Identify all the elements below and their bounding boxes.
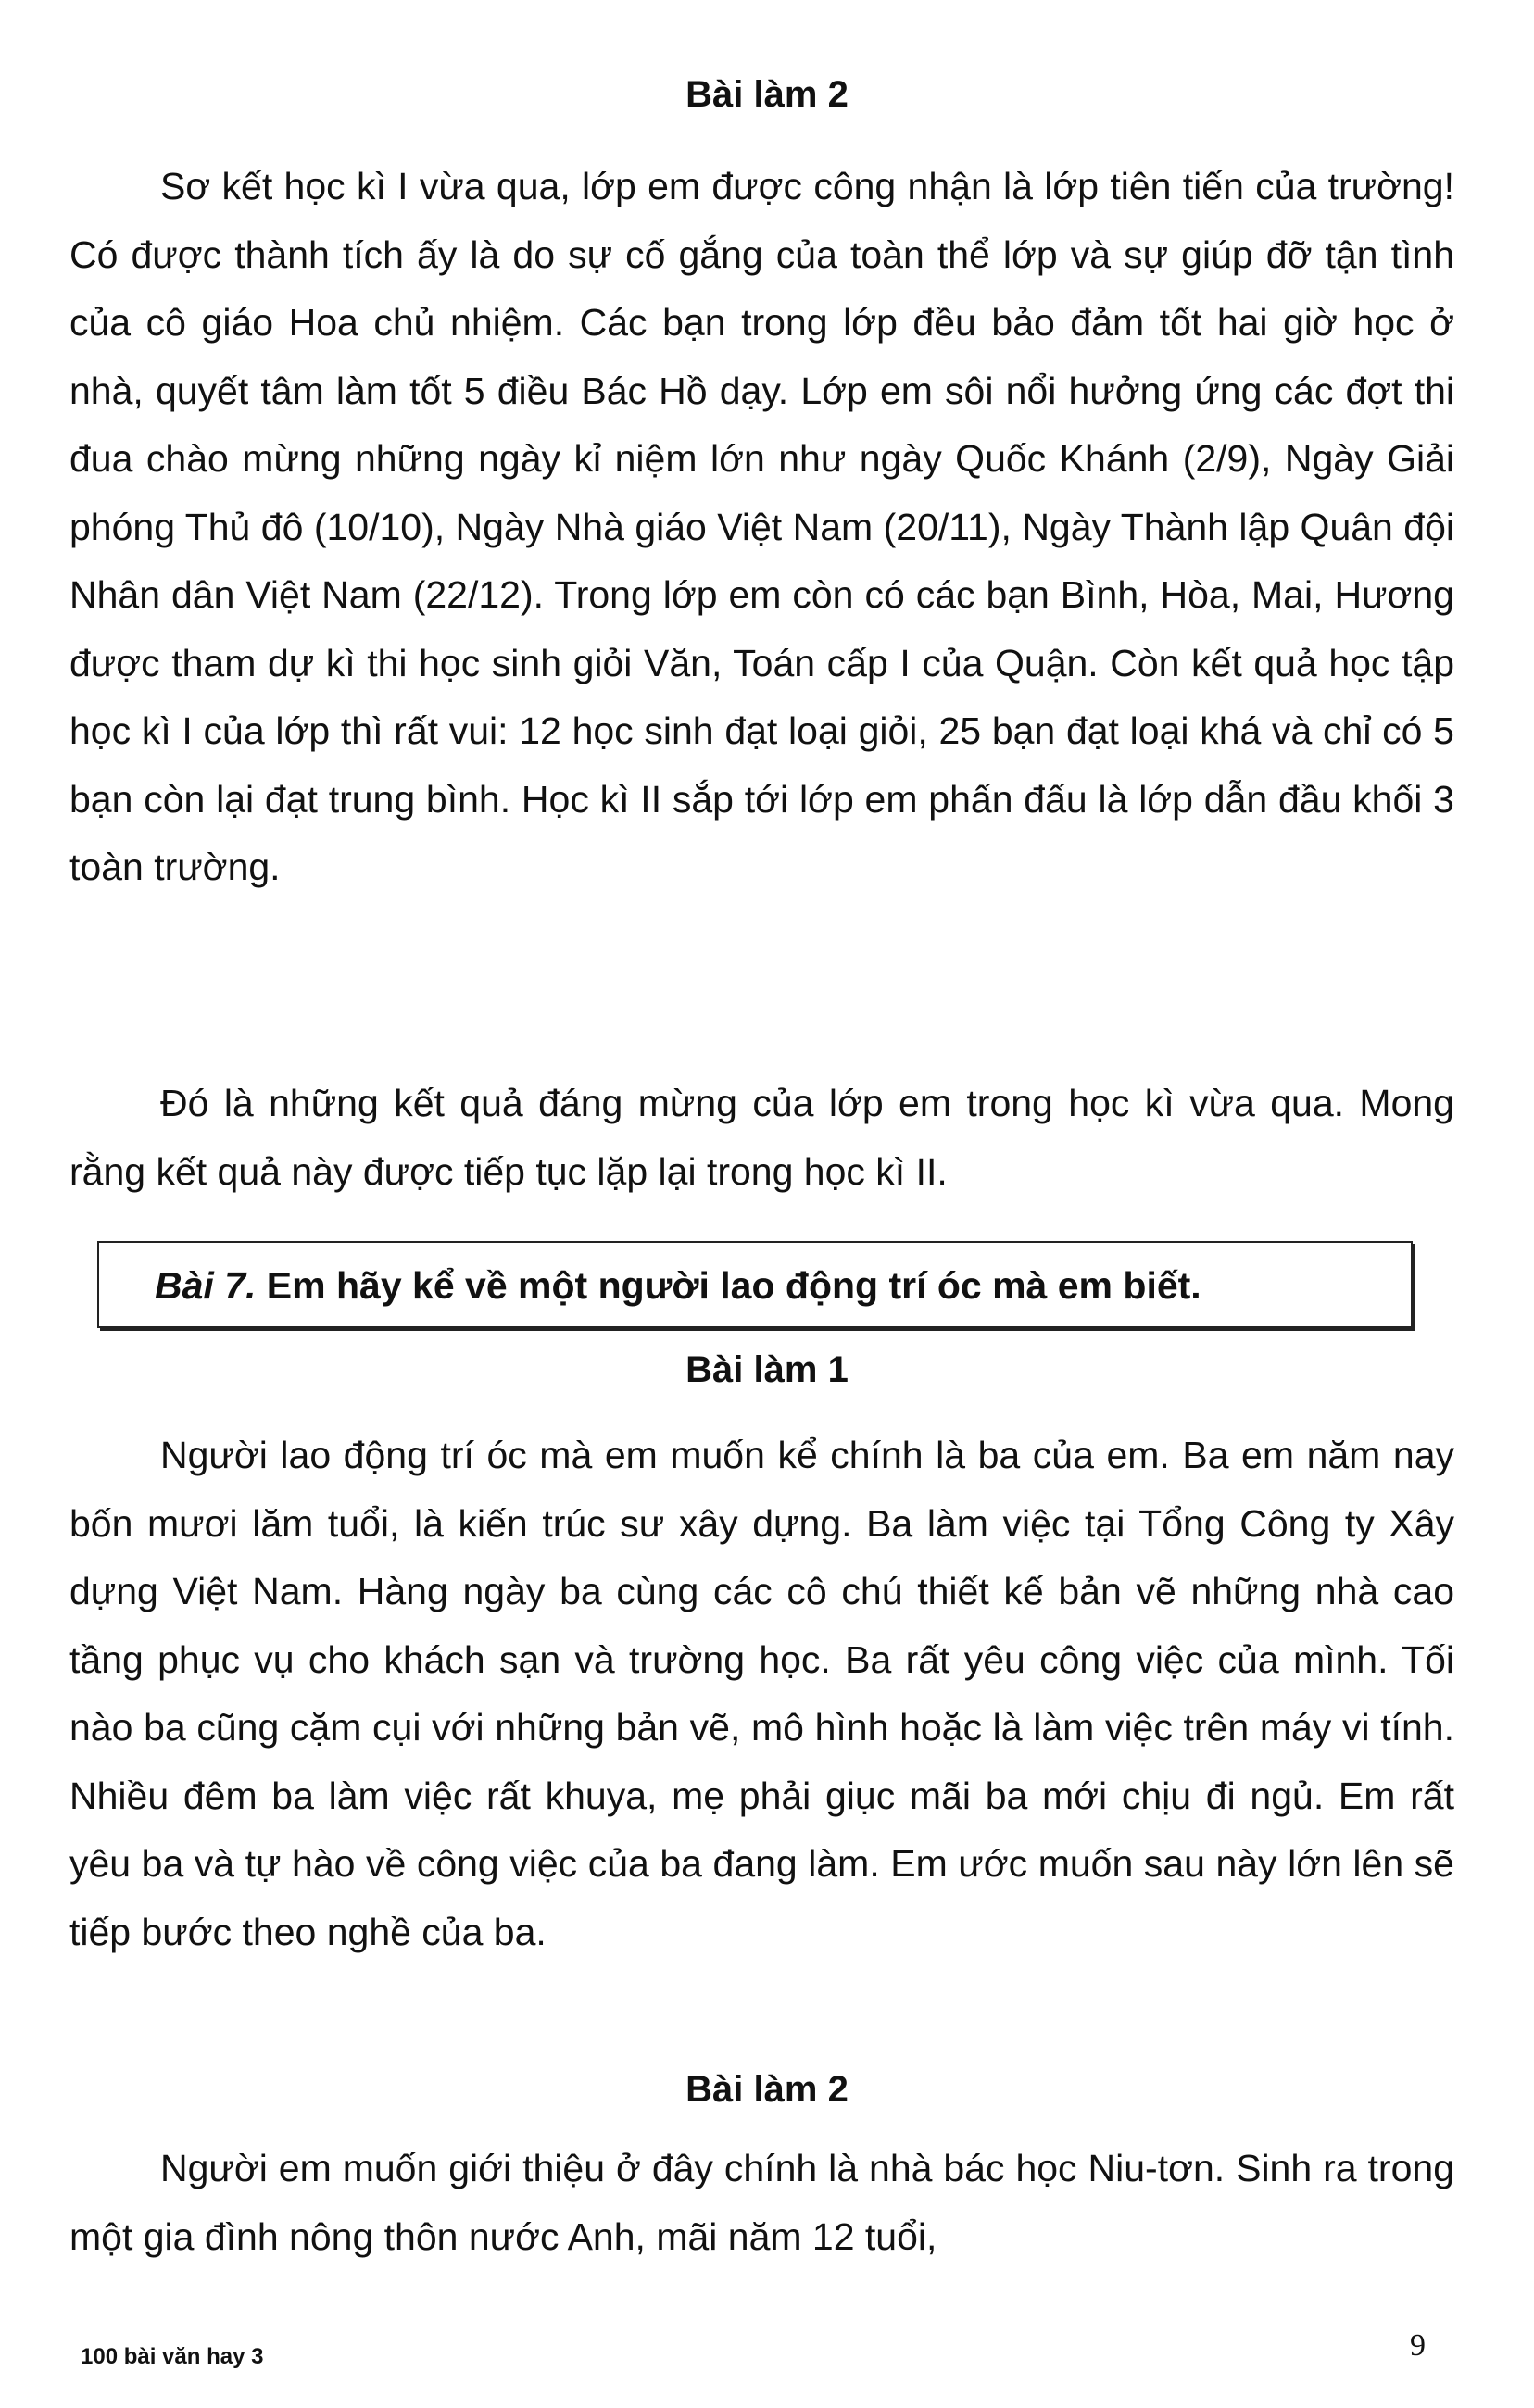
essay-paragraph-1: Sơ kết học kì I vừa qua, lớp em được công nhận là lớp tiên tiến của trường! Có được thành tích ấy là do sự cố gắng của toàn thể lớp và sự giúp đỡ tận tình của cô giáo Hoa chủ nhiệm. Các bạn trong lớp đều bảo đảm tốt hai giờ học ở nhà, quyết tâm làm tốt 5 điều Bác Hồ dạy. Lớp em sôi nổi hưởng ứng các đợt thi đua chào mừng những ngày kỉ niệm lớn như ngày Quốc Khánh (2/9), Ngày Giải phóng Thủ đô (10/10), Ngày Nhà giáo Việt Nam (20/11), Ngày Thành lập Quân đội Nhân dân Việt Nam (22/12). Trong lớp em còn có các bạn Bình, Hòa, Mai, Hương được tham dự kì thi học sinh giỏi Văn, Toán cấp I của Quận. Còn kết quả học tập học kì I của lớp thì rất vui: 12 học sinh đạt loại giỏi, 25 bạn đạt loại khá và chỉ có 5 bạn còn lại đạt trung bình. Học kì II sắp tới lớp em phấn đấu là lớp dẫn đầu khối 3 toàn trường.: [69, 165, 1454, 888]
essay-paragraph-3: Người lao động trí óc mà em muốn kể chính là ba của em. Ba em năm nay bốn mươi lăm tuổi, là kiến trúc sư xây dựng. Ba làm việc tại Tổng Công ty Xây dựng Việt Nam. Hàng ngày ba cùng các cô chú thiết kế bản vẽ những nhà cao tầng phục vụ cho khách sạn và trường học. Ba rất yêu công việc của mình. Tối nào ba cũng cặm cụi với những bản vẽ, mô hình hoặc là làm việc trên máy vi tính. Nhiều đêm ba làm việc rất khuya, mẹ phải giục mãi ba mới chịu đi ngủ. Em rất yêu ba và tự hào về công việc của ba đang làm. Em ước muốn sau này lớn lên sẽ tiếp bước theo nghề của ba.: [69, 1434, 1454, 1953]
section-heading-bai-lam-2: Bài làm 2: [685, 74, 849, 115]
essay-paragraph-2: Đó là những kết quả đáng mừng của lớp em trong học kì vừa qua. Mong rằng kết quả này được tiếp tục lặp lại trong học kì II.: [69, 1082, 1454, 1193]
exercise-question: Em hãy kể về một người lao động trí óc mà em biết.: [266, 1264, 1201, 1307]
page-number: 9: [1410, 2328, 1426, 2363]
exercise-prompt: [155, 1260, 1201, 1311]
book-title-footer: 100 bài văn hay 3: [81, 2344, 264, 2369]
section-heading-bai-lam-1: Bài làm 1: [685, 1349, 849, 1390]
exercise-prompt-box: [97, 1241, 1413, 1328]
exercise-label: Bài 7.: [155, 1264, 257, 1307]
section-heading-bai-lam-2b: Bài làm 2: [685, 2069, 849, 2110]
essay-paragraph-4: Người em muốn giới thiệu ở đây chính là nhà bác học Niu-tơn. Sinh ra trong một gia đình nông thôn nước Anh, mãi năm 12 tuổi,: [69, 2147, 1454, 2258]
